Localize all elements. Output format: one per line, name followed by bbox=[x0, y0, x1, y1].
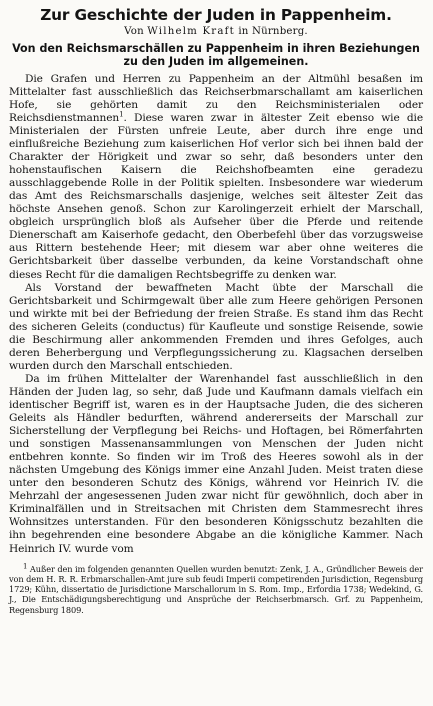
author-name: Wilhelm Kraft bbox=[147, 26, 235, 37]
byline-prefix: Von bbox=[124, 26, 144, 37]
paragraph: Die Grafen und Herren zu Pappenheim an der Altmühl besaßen im Mittelalter fast ausschließlich das Reichserbmarschallamt am kaiserlichen Hofe, sie gehörten damit zu den Reichsministerialen oder Reichsdienstmannen$^1$. Diese waren zwar in ältester Zeit ebenso wie die Ministerialen der Fürsten unfreie Leute, aber durch ihre enge und einflußreiche Beziehung zum kaiserlichen Hof verlor sich bei ihnen bald der Charakter der Hörigkeit und zwar so sehr, daß besonders unter den hohenstaufischen Kaisern die Reichshofbeamten eine geradezu ausschlaggebende Rolle in der Politik spielten. Insbesondere war wiederum das Amt des Reichsmarschalls dasjenige, welches seit ältester Zeit das höchste Ansehen genoß. Schon zur Karolingerzeit erhielt der Marschall, obgleich ursprünglich bloß als Aufseher über die Pferde und reitende Dienerschaft am Kaiserhofe gedacht, den Oberbefehl über das vorzugsweise aus Rittern bestehende Heer; mit diesem war aber ohne weiteres die Gerichtsbarkeit über dasselbe verbunden, da keine Vorstandschaft ohne dieses Recht für die damaligen Rechtsbegriffe zu denken war. bbox=[9, 72, 423, 281]
document-page bbox=[0, 6, 433, 706]
footnotes bbox=[9, 561, 423, 615]
footnote-marker: 1 bbox=[23, 561, 28, 570]
paragraph: Da im frühen Mittelalter der Warenhandel fast ausschließlich in den Händen der Juden lag, so sehr, daß Jude und Kaufmann damals vielfach ein identischer Begriff ist, waren es in der Hauptsache Juden, die des sicheren Geleits als Händler bedurften, während andererseits der Marschall zur Sicherstellung der Verpflegung bei Reichs- und Hoftagen, bei Römerfahrten und sonstigen Massenansammlungen von Menschen der Juden nicht entbehren konnte. So finden wir im Troß des Heeres sowohl als in der nächsten Umgebung des Königs immer eine Anzahl Juden. Meist traten diese unter den besonderen Schutz des Königs, während vor Heinrich IV. die Mehrzahl der angesessenen Juden zwar nicht für gewöhnlich, doch aber in Kriminalfällen und in Streitsachen mit Christen dem Stammesrecht ihres Wohnsitzes unterstanden. Für den besonderen Königsschutz bezahlten die ihn begehrenden eine besondere Abgabe an die königliche Kammer. Nach Heinrich IV. wurde vom bbox=[9, 372, 423, 555]
footnote-reference: 1 bbox=[119, 110, 124, 119]
byline bbox=[9, 25, 423, 38]
paragraph: Als Vorstand der bewaffneten Macht übte der Marschall die Gerichtsbarkeit und Schirmgewalt über alle zum Heere gehörigen Personen und wirkte mit bei der Befriedung der freien Straße. Es stand ihm das Recht des sicheren Geleits (conductus) für Kaufleute und sonstige Reisende, sowie die Beschirmung aller ankommenden Fremden und ihres Gefolges, auch deren Beherbergung und Verpflegungssicherung zu. Klagsachen derselben wurden durch den Marschall entschieden. bbox=[9, 281, 423, 372]
article-subtitle: Von den Reichsmarschällen zu Pappenheim in ihren Beziehungen zu den Juden im allgemeinen. bbox=[12, 42, 420, 69]
article-title: Zur Geschichte der Juden in Pappenheim. bbox=[40, 6, 392, 24]
footnote: $^1$ Außer den im folgenden genannten Quellen wurden benutzt: Zenk, J. A., Gründlicher Beweis der von dem H. R. R. Erbmarschallen-Amt jure sub feudi Imperii competirenden Jurisdiction, Regensburg 1729; Kühn, dissertatio de Jurisdictione Marschallorum in S. Rom. Imp., Erfordia 1738; Wedekind, G. J., Die Entschädigungsberechtigung und Ansprüche der Reichserbmarsch. Grf. zu Pappenheim, Regensburg 1809. bbox=[9, 561, 423, 615]
article-body bbox=[9, 73, 423, 556]
byline-suffix: in Nürnberg. bbox=[238, 26, 308, 37]
